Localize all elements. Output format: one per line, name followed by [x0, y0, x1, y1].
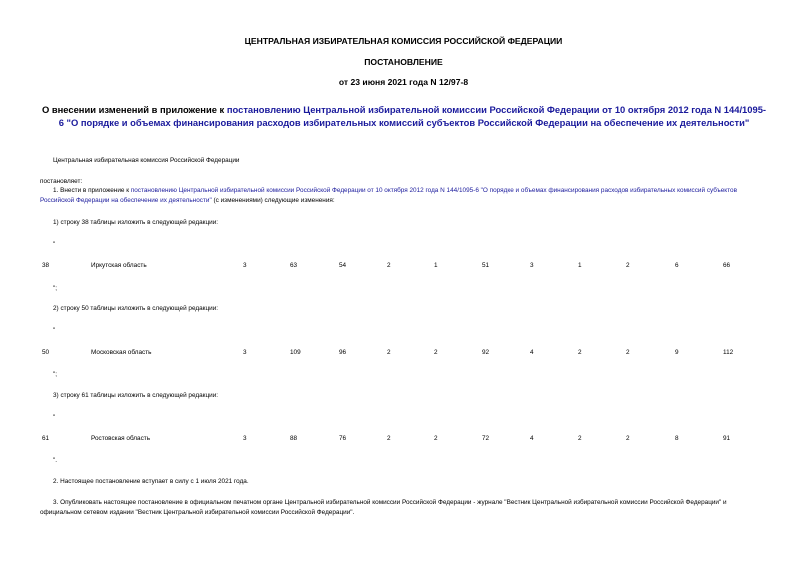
- table-cell: 91: [723, 435, 731, 442]
- table-cell: 6: [675, 262, 679, 269]
- item-3-paragraph: 3. Опубликовать настоящее постановление в официальном печатном органе Центральной избирательной комиссии Российской Федерации - журнале "Вестник Центральной избирательной комиссии Российской Федерации" и официальном сетевом издании "Вестник Центральной избирательной комиссии Российской Федерации".: [40, 499, 727, 516]
- open-quote-3: ": [53, 414, 56, 421]
- table-cell: 9: [675, 349, 679, 356]
- row-number: 50: [42, 349, 50, 356]
- table-row: [0, 349, 807, 359]
- region-name: Ростовская область: [91, 435, 151, 442]
- subitem-1-text: 1) строку 38 таблицы изложить в следующей редакции:: [53, 219, 219, 226]
- subitem-3-text: 3) строку 61 таблицы изложить в следующей редакции:: [53, 392, 219, 399]
- date-number-heading: от 23 июня 2021 года N 12/97-8: [338, 77, 469, 87]
- table-cell: 2: [434, 435, 438, 442]
- table-row: [0, 435, 807, 445]
- region-name: Иркутская область: [91, 262, 147, 269]
- table-cell: 2: [578, 435, 582, 442]
- intro-text: Центральная избирательная комиссия Российской Федерации: [53, 157, 240, 164]
- subitem-2-text: 2) строку 50 таблицы изложить в следующей редакции:: [53, 305, 219, 312]
- table-cell: 1: [578, 262, 582, 269]
- table-cell: 3: [243, 262, 247, 269]
- table-cell: 8: [675, 435, 679, 442]
- table-cell: 4: [530, 435, 534, 442]
- item-1-link[interactable]: постановлению Центральной избирательной комиссии Российской Федерации от 10 октября 2012 года N 144/1095-6 "О порядке и объемах финансирования расходов избирательных комиссий субъектов Российской Федерации на обеспечение их деятельности": [40, 187, 737, 204]
- table-cell: 88: [290, 435, 298, 442]
- table-cell: 54: [339, 262, 347, 269]
- table-cell: 63: [290, 262, 298, 269]
- item-1-prefix: 1. Внести в приложение к: [53, 187, 131, 194]
- table-cell: 2: [626, 435, 630, 442]
- organization-heading: ЦЕНТРАЛЬНАЯ ИЗБИРАТЕЛЬНАЯ КОМИССИЯ РОССИЙСКОЙ ФЕДЕРАЦИИ: [244, 36, 563, 46]
- table-cell: 1: [434, 262, 438, 269]
- table-cell: 72: [482, 435, 490, 442]
- document-type-heading: ПОСТАНОВЛЕНИЕ: [364, 57, 443, 67]
- table-cell: 3: [530, 262, 534, 269]
- table-cell: 3: [243, 435, 247, 442]
- region-name: Московская область: [91, 349, 152, 356]
- subject-link[interactable]: постановлению Центральной избирательной комиссии Российской Федерации от 10 октября 2012 года N 144/1095-6 "О порядке и объемах финансирования расходов избирательных комиссий субъектов Российской Федерации на обеспечение их деятельности": [58, 104, 767, 128]
- close-quote-2: ";: [53, 371, 58, 378]
- close-quote-1: ";: [53, 285, 58, 292]
- table-cell: 51: [482, 262, 490, 269]
- table-cell: 2: [578, 349, 582, 356]
- table-cell: 109: [290, 349, 301, 356]
- item-2-text: 2. Настоящее постановление вступает в силу с 1 июля 2021 года.: [53, 478, 249, 485]
- resolves-text: постановляет:: [40, 178, 83, 185]
- open-quote-1: ": [53, 241, 56, 248]
- table-cell: 112: [723, 349, 734, 356]
- table-cell: 2: [626, 262, 630, 269]
- subject-prefix: О внесении изменений в приложение к: [41, 104, 227, 115]
- row-number: 61: [42, 435, 50, 442]
- table-cell: 4: [530, 349, 534, 356]
- close-quote-3: ".: [53, 457, 58, 464]
- table-cell: 2: [387, 349, 391, 356]
- table-cell: 2: [387, 435, 391, 442]
- table-cell: 2: [387, 262, 391, 269]
- table-cell: 2: [434, 349, 438, 356]
- table-cell: 96: [339, 349, 347, 356]
- row-number: 38: [42, 262, 50, 269]
- open-quote-2: ": [53, 327, 56, 334]
- item-1-suffix: (с изменениями) следующие изменения:: [211, 197, 335, 204]
- table-cell: 92: [482, 349, 490, 356]
- item-1-paragraph: [40, 186, 770, 206]
- table-cell: 2: [626, 349, 630, 356]
- table-cell: 66: [723, 262, 731, 269]
- table-row: [0, 262, 807, 272]
- document-subject: [40, 103, 768, 129]
- table-cell: 3: [243, 349, 247, 356]
- table-cell: 76: [339, 435, 347, 442]
